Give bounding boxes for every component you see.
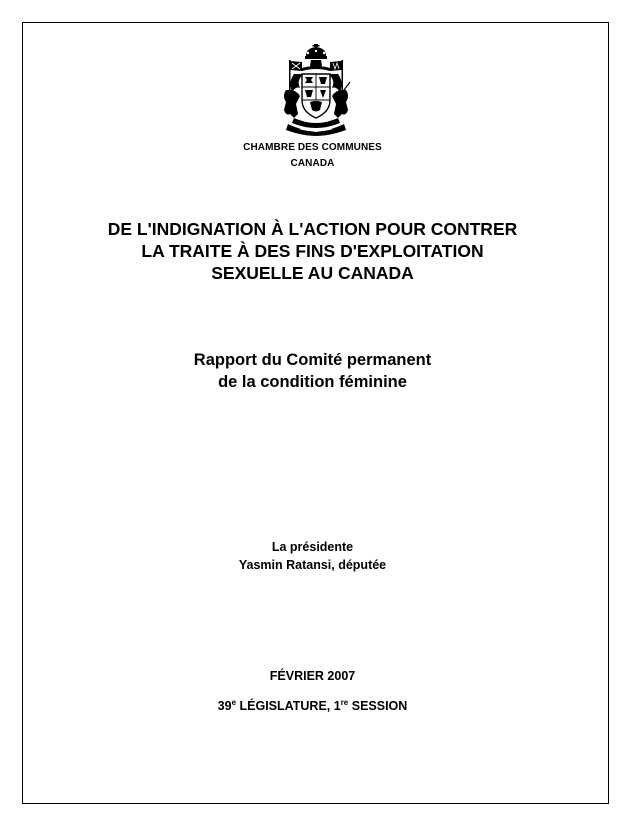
country-name: CANADA	[290, 158, 335, 169]
legislature-number: 39	[217, 699, 232, 713]
org-name: CHAMBRE DES COMMUNES	[243, 142, 382, 153]
session-label: SESSION	[351, 699, 408, 713]
report-title	[40, 218, 585, 284]
report-title-line: LA TRAITE À DES FINS D'EXPLOITATION	[141, 241, 484, 261]
legislature-label: LÉGISLATURE,	[239, 699, 334, 713]
report-date: FÉVRIER 2007	[269, 669, 356, 683]
report-subtitle-line: Rapport du Comité permanent	[193, 351, 432, 369]
session-line	[40, 697, 585, 715]
legislature-suffix: e	[231, 698, 237, 707]
chair-block	[40, 538, 585, 574]
chair-role: La présidente	[271, 540, 354, 554]
crown-icon	[305, 44, 327, 59]
report-title-line: SEXUELLE AU CANADA	[211, 263, 414, 283]
report-subtitle-line: de la condition féminine	[218, 373, 407, 391]
report-title-line: DE L'INDIGNATION À L'ACTION POUR CONTRER	[107, 219, 518, 239]
page-border	[22, 22, 609, 804]
session-suffix: re	[340, 698, 349, 707]
chair-name: Yasmin Ratansi, députée	[238, 558, 387, 572]
coat-of-arms-icon	[280, 44, 352, 136]
report-subtitle	[40, 349, 585, 393]
session-number: 1	[333, 699, 341, 713]
